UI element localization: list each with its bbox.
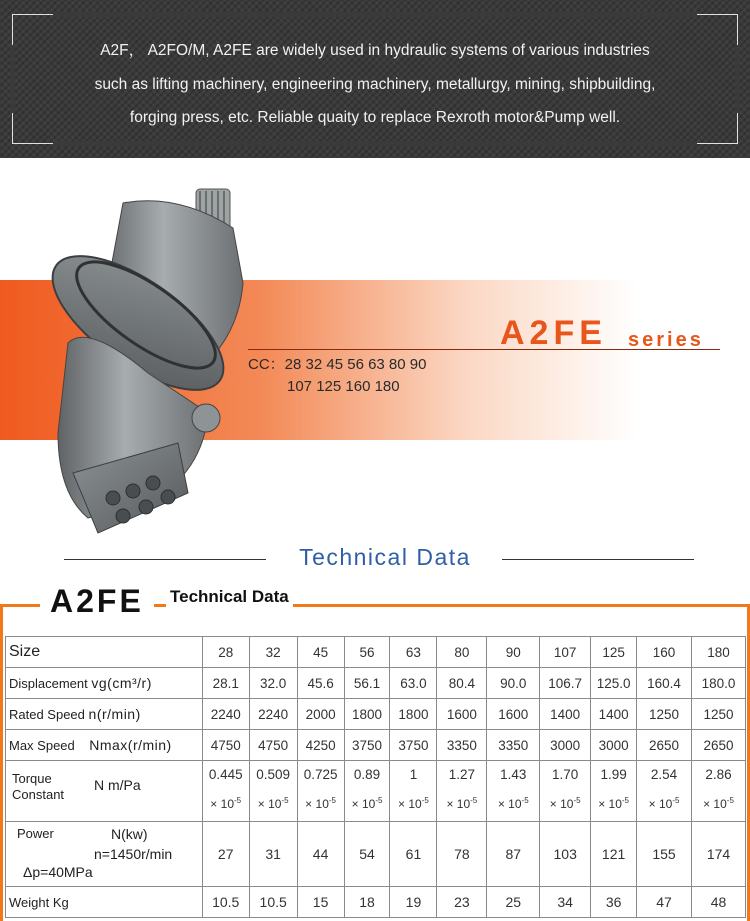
displacement-cell: 32.0	[249, 668, 297, 699]
rated-speed-cell: 2240	[202, 699, 249, 730]
table-row-displacement	[6, 668, 746, 699]
weight-cell: 23	[437, 887, 487, 918]
rated-speed-cell: 1600	[437, 699, 487, 730]
technical-data-table	[5, 636, 746, 918]
size-cell: 45	[297, 637, 344, 668]
rated-speed-cell: 1800	[344, 699, 390, 730]
size-cell: 90	[487, 637, 540, 668]
table-row-max-speed	[6, 730, 746, 761]
table-row-torque-constant	[6, 761, 746, 822]
weight-cell: 10.5	[202, 887, 249, 918]
max-speed-cell: 3000	[540, 730, 591, 761]
table-row-rated-speed	[6, 699, 746, 730]
torque-cell: 0.89 × $10^{-5}$	[344, 761, 390, 822]
torque-cell: 0.509 × $10^{-5}$	[249, 761, 297, 822]
max-speed-label: Max Speed Nmax(r/min)	[6, 730, 203, 761]
weight-cell: 48	[691, 887, 745, 918]
size-cell: 28	[202, 637, 249, 668]
size-cell: 160	[637, 637, 692, 668]
weight-cell: 34	[540, 887, 591, 918]
rated-speed-cell: 2000	[297, 699, 344, 730]
rated-speed-cell: 1400	[540, 699, 591, 730]
weight-cell: 10.5	[249, 887, 297, 918]
section-title: Technical Data	[299, 544, 471, 570]
torque-label: Torque Constant N m/Pa	[6, 761, 203, 822]
max-speed-cell: 4750	[202, 730, 249, 761]
weight-cell: 15	[297, 887, 344, 918]
torque-cell: 1.43 × $10^{-5}$	[487, 761, 540, 822]
power-cell: 103	[540, 822, 591, 887]
cc-list-line-2: 107 125 160 180	[287, 378, 400, 395]
rated-speed-cell: 1800	[390, 699, 437, 730]
weight-cell: 36	[591, 887, 637, 918]
max-speed-cell: 3350	[437, 730, 487, 761]
divider-right	[502, 559, 694, 560]
power-cell: 44	[297, 822, 344, 887]
power-cell: 54	[344, 822, 390, 887]
weight-cell: 47	[637, 887, 692, 918]
hydraulic-motor-image	[28, 173, 258, 543]
torque-cell: 1.27 × $10^{-5}$	[437, 761, 487, 822]
power-cell: 174	[691, 822, 745, 887]
table-row-weight	[6, 887, 746, 918]
max-speed-cell: 3750	[390, 730, 437, 761]
max-speed-cell: 2650	[637, 730, 692, 761]
hero-section	[0, 158, 750, 548]
torque-cell: 1.70 × $10^{-5}$	[540, 761, 591, 822]
displacement-cell: 63.0	[390, 668, 437, 699]
displacement-cell: 45.6	[297, 668, 344, 699]
power-cell: 155	[637, 822, 692, 887]
weight-label: Weight Kg	[6, 887, 203, 918]
table-row-power	[6, 822, 746, 887]
header-banner	[0, 0, 750, 158]
banner-line-2: such as lifting machinery, engineering machinery, metallurgy, mining, shipbuilding,	[94, 75, 656, 93]
max-speed-cell: 3350	[487, 730, 540, 761]
torque-cell: 1 × $10^{-5}$	[390, 761, 437, 822]
power-label: Power N(kw) n=1450r/min Δp=40MPa	[6, 822, 203, 887]
displacement-cell: 56.1	[344, 668, 390, 699]
size-cell: 56	[344, 637, 390, 668]
banner-text	[0, 34, 750, 135]
rated-speed-cell: 2240	[249, 699, 297, 730]
banner-line-1: A2F， A2FO/M, A2FE are widely used in hydraulic systems of various industries	[100, 42, 650, 59]
size-label: Size	[6, 637, 203, 668]
weight-cell: 19	[390, 887, 437, 918]
displacement-cell: 90.0	[487, 668, 540, 699]
displacement-cell: 160.4	[637, 668, 692, 699]
rated-speed-label: Rated Speed n(r/min)	[6, 699, 203, 730]
max-speed-cell: 4750	[249, 730, 297, 761]
displacement-cell: 106.7	[540, 668, 591, 699]
banner-line-3: forging press, etc. Reliable quaity to replace Rexroth motor&Pump well.	[129, 109, 621, 126]
size-cell: 63	[390, 637, 437, 668]
max-speed-cell: 3000	[591, 730, 637, 761]
max-speed-cell: 2650	[691, 730, 745, 761]
torque-cell: 0.725 × $10^{-5}$	[297, 761, 344, 822]
size-cell: 80	[437, 637, 487, 668]
rated-speed-cell: 1600	[487, 699, 540, 730]
weight-cell: 25	[487, 887, 540, 918]
size-cell: 107	[540, 637, 591, 668]
technical-data-header	[0, 540, 750, 580]
power-cell: 27	[202, 822, 249, 887]
weight-cell: 18	[344, 887, 390, 918]
cc-list-line-1: CC：28 32 45 56 63 80 90	[248, 356, 427, 373]
displacement-cell: 28.1	[202, 668, 249, 699]
table-heading: A2FE	[40, 583, 154, 620]
power-cell: 31	[249, 822, 297, 887]
max-speed-cell: 4250	[297, 730, 344, 761]
series-title: A2FE	[500, 314, 607, 352]
torque-cell: 2.86 × $10^{-5}$	[691, 761, 745, 822]
displacement-label: Displacement vg(cm³/r)	[6, 668, 203, 699]
displacement-cell: 125.0	[591, 668, 637, 699]
rated-speed-cell: 1250	[691, 699, 745, 730]
power-cell: 78	[437, 822, 487, 887]
torque-cell: 2.54 × $10^{-5}$	[637, 761, 692, 822]
power-cell: 61	[390, 822, 437, 887]
table-subheading: Technical Data	[166, 587, 293, 607]
rated-speed-cell: 1400	[591, 699, 637, 730]
size-cell: 125	[591, 637, 637, 668]
size-cell: 32	[249, 637, 297, 668]
power-cell: 121	[591, 822, 637, 887]
size-cell: 180	[691, 637, 745, 668]
displacement-cell: 180.0	[691, 668, 745, 699]
table-row-size	[6, 637, 746, 668]
rated-speed-cell: 1250	[637, 699, 692, 730]
displacement-cell: 80.4	[437, 668, 487, 699]
torque-cell: 1.99 × $10^{-5}$	[591, 761, 637, 822]
power-cell: 87	[487, 822, 540, 887]
max-speed-cell: 3750	[344, 730, 390, 761]
torque-cell: 0.445 × $10^{-5}$	[202, 761, 249, 822]
series-suffix: series	[628, 329, 704, 351]
